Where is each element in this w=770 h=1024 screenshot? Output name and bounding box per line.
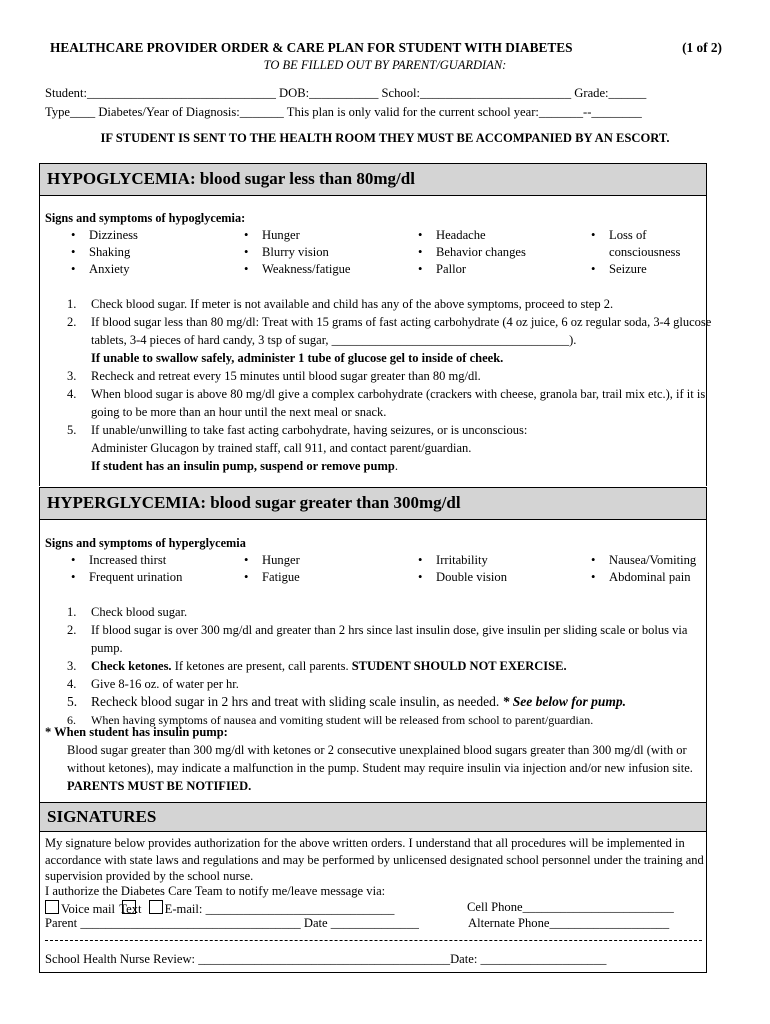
list-item: • Double vision bbox=[414, 569, 507, 586]
step-text: If ketones are present, call parents. bbox=[171, 659, 352, 673]
divider bbox=[39, 972, 707, 973]
parent-signature-field[interactable]: Parent ___________________________________ Date ______________ bbox=[45, 916, 419, 930]
hypoglycemia-section-header bbox=[39, 163, 707, 196]
list-item: • Anxiety bbox=[67, 261, 138, 278]
step-note-bold: If unable to swallow safely, administer 1 tube of glucose gel to inside of cheek. bbox=[91, 351, 504, 365]
list-item: • Shaking bbox=[67, 244, 138, 261]
list-item bbox=[45, 675, 717, 693]
list-item: • Hunger bbox=[240, 227, 351, 244]
hypoglycemia-steps bbox=[45, 295, 717, 475]
signatures-section-header bbox=[39, 802, 707, 832]
hypoglycemia-symptoms-col-4 bbox=[587, 227, 680, 278]
pump-text-block bbox=[45, 741, 717, 795]
list-item bbox=[587, 227, 680, 261]
list-item: • Increased thirst bbox=[67, 552, 182, 569]
step-text: Give 8-16 oz. of water per hr. bbox=[91, 677, 239, 691]
divider bbox=[45, 940, 702, 941]
hyperglycemia-section-header bbox=[39, 487, 707, 520]
step-text: If blood sugar less than 80 mg/dl: Treat with 15 grams of fast acting carbohydrate (4 oz juice, 6 oz regular soda, 3-4 glucose tablets, 3-4 pieces of hard candy, 3 tsp of sugar, ______________________________________). bbox=[91, 315, 712, 347]
step-number: 2. bbox=[67, 315, 77, 329]
list-item bbox=[45, 295, 717, 313]
header bbox=[50, 40, 722, 58]
step-number: 5. bbox=[67, 694, 78, 709]
step-note-period: . bbox=[394, 459, 398, 473]
alternate-phone-field[interactable]: Alternate Phone___________________ bbox=[468, 916, 670, 930]
pump-heading: * When student has insulin pump: bbox=[45, 725, 228, 739]
list-item-text: consciousness bbox=[609, 245, 681, 259]
list-item bbox=[45, 657, 717, 675]
step-text-bold: Check ketones. bbox=[91, 659, 172, 673]
email-field[interactable]: E-mail: ______________________________ bbox=[164, 902, 395, 916]
list-item: • Fatigue bbox=[240, 569, 300, 586]
hypoglycemia-heading: HYPOGLYCEMIA: blood sugar less than 80mg/dl bbox=[47, 169, 415, 188]
authorization-text: My signature below provides authorization for the above written orders. I understand that all procedures will be implemented in accordance with state laws and regulations and may be performed by unlicensed designated school personnel under the training and supervision provided by the school nurse. bbox=[45, 836, 704, 883]
step-number: 5. bbox=[67, 423, 77, 437]
hypoglycemia-signs-heading: Signs and symptoms of hypoglycemia: bbox=[45, 211, 246, 225]
insulin-pump-note bbox=[45, 723, 717, 795]
hyperglycemia-symptoms-col-1 bbox=[67, 552, 182, 586]
step-text: If blood sugar is over 300 mg/dl and greater than 2 hrs since last insulin dose, give insulin per sliding scale or bolus via pump. bbox=[91, 623, 688, 655]
list-item bbox=[45, 385, 717, 421]
pump-text: Blood sugar greater than 300 mg/dl with ketones or 2 consecutive unexplained blood sugars greater than 300 mg/dl (with or without ketones), may indicate a malfunction in the pump. Student may require insulin via injection and/or new infusion site. bbox=[67, 743, 693, 775]
list-item bbox=[45, 421, 717, 475]
notify-options-row bbox=[45, 900, 394, 917]
cell-phone-field[interactable]: Cell Phone________________________ bbox=[467, 900, 674, 914]
step-number: 3. bbox=[67, 369, 77, 383]
step-text: When having symptoms of nausea and vomiting student will be released from school to parent/guardian. bbox=[91, 713, 594, 727]
list-item: • Nausea/Vomiting bbox=[587, 552, 696, 569]
step-text: Check blood sugar. If meter is not available and child has any of the above symptoms, proceed to step 2. bbox=[91, 297, 614, 311]
list-item: • Dizziness bbox=[67, 227, 138, 244]
list-item: • Abdominal pain bbox=[587, 569, 696, 586]
hyperglycemia-steps bbox=[45, 603, 717, 729]
list-item: • Blurry vision bbox=[240, 244, 351, 261]
step-note-bold: If student has an insulin pump, suspend or remove pump bbox=[91, 459, 395, 473]
document-title: HEALTHCARE PROVIDER ORDER & CARE PLAN FOR STUDENT WITH DIABETES bbox=[50, 40, 573, 55]
list-item bbox=[45, 603, 717, 621]
signatures-heading: SIGNATURES bbox=[47, 807, 157, 826]
hypoglycemia-symptoms-col-2 bbox=[240, 227, 351, 278]
list-item: • Pallor bbox=[414, 261, 526, 278]
hyperglycemia-heading: HYPERGLYCEMIA: blood sugar greater than 300mg/dl bbox=[47, 493, 461, 512]
list-item-text: Loss of bbox=[609, 228, 647, 242]
list-item: • Weakness/fatigue bbox=[240, 261, 351, 278]
student-info-line-1[interactable]: Student:______________________________ DOB:___________ School:________________________ Grade:______ bbox=[45, 86, 647, 100]
hypoglycemia-symptoms-col-1 bbox=[67, 227, 138, 278]
step-text: If unable/unwilling to take fast acting carbohydrate, having seizures, or is unconscious: bbox=[91, 423, 528, 437]
escort-notice: IF STUDENT IS SENT TO THE HEALTH ROOM THEY MUST BE ACCOMPANIED BY AN ESCORT. bbox=[100, 131, 670, 145]
step-text: Administer Glucagon by trained staff, call 911, and contact parent/guardian. bbox=[91, 441, 472, 455]
text-label: Text bbox=[119, 902, 142, 916]
step-number: 1. bbox=[67, 605, 77, 619]
list-item: • Hunger bbox=[240, 552, 300, 569]
list-item bbox=[45, 367, 717, 385]
list-item bbox=[45, 621, 717, 657]
hyperglycemia-symptoms-col-4 bbox=[587, 552, 696, 586]
hyperglycemia-symptoms-col-2 bbox=[240, 552, 300, 586]
hyperglycemia-symptoms-col-3 bbox=[414, 552, 507, 586]
list-item: • Headache bbox=[414, 227, 526, 244]
step-number: 2. bbox=[67, 623, 77, 637]
step-number: 4. bbox=[67, 387, 77, 401]
nurse-review-field[interactable]: School Health Nurse Review: ________________________________________Date: ____________________ bbox=[45, 952, 607, 966]
student-info-line-2[interactable]: Type____ Diabetes/Year of Diagnosis:_______ This plan is only valid for the current school year:_______--________ bbox=[45, 105, 642, 119]
voicemail-label: Voice mail bbox=[61, 902, 115, 916]
document-subtitle: TO BE FILLED OUT BY PARENT/GUARDIAN: bbox=[263, 58, 507, 72]
list-item bbox=[45, 693, 717, 711]
hypoglycemia-symptoms-col-3 bbox=[414, 227, 526, 278]
page-number: (1 of 2) bbox=[682, 40, 722, 55]
list-item: • Irritability bbox=[414, 552, 507, 569]
list-item: • Seizure bbox=[587, 261, 680, 278]
step-number: 4. bbox=[67, 677, 77, 691]
email-checkbox[interactable] bbox=[149, 900, 163, 914]
list-item bbox=[45, 313, 717, 367]
hyperglycemia-signs-heading: Signs and symptoms of hyperglycemia bbox=[45, 536, 246, 550]
list-item: • Frequent urination bbox=[67, 569, 182, 586]
step-text: Recheck blood sugar in 2 hrs and treat with sliding scale insulin, as needed. bbox=[91, 694, 503, 709]
step-number: 6. bbox=[67, 713, 76, 727]
step-text: Check blood sugar. bbox=[91, 605, 188, 619]
voicemail-checkbox[interactable] bbox=[45, 900, 59, 914]
step-text-bold: STUDENT SHOULD NOT EXERCISE. bbox=[351, 659, 567, 673]
step-number: 3. bbox=[67, 659, 77, 673]
step-text: When blood sugar is above 80 mg/dl give a complex carbohydrate (crackers with cheese, granola bar, trail mix etc.), if it is going to be more than an hour until the next meal or snack. bbox=[91, 387, 706, 419]
step-number: 1. bbox=[67, 297, 77, 311]
pump-notice: PARENTS MUST BE NOTIFIED. bbox=[67, 779, 252, 793]
authorize-notify-text: I authorize the Diabetes Care Team to notify me/leave message via: bbox=[45, 884, 386, 898]
step-text-bold-italic: * See below for pump. bbox=[502, 694, 627, 709]
list-item: • Behavior changes bbox=[414, 244, 526, 261]
step-text: Recheck and retreat every 15 minutes until blood sugar greater than 80 mg/dl. bbox=[91, 369, 481, 383]
